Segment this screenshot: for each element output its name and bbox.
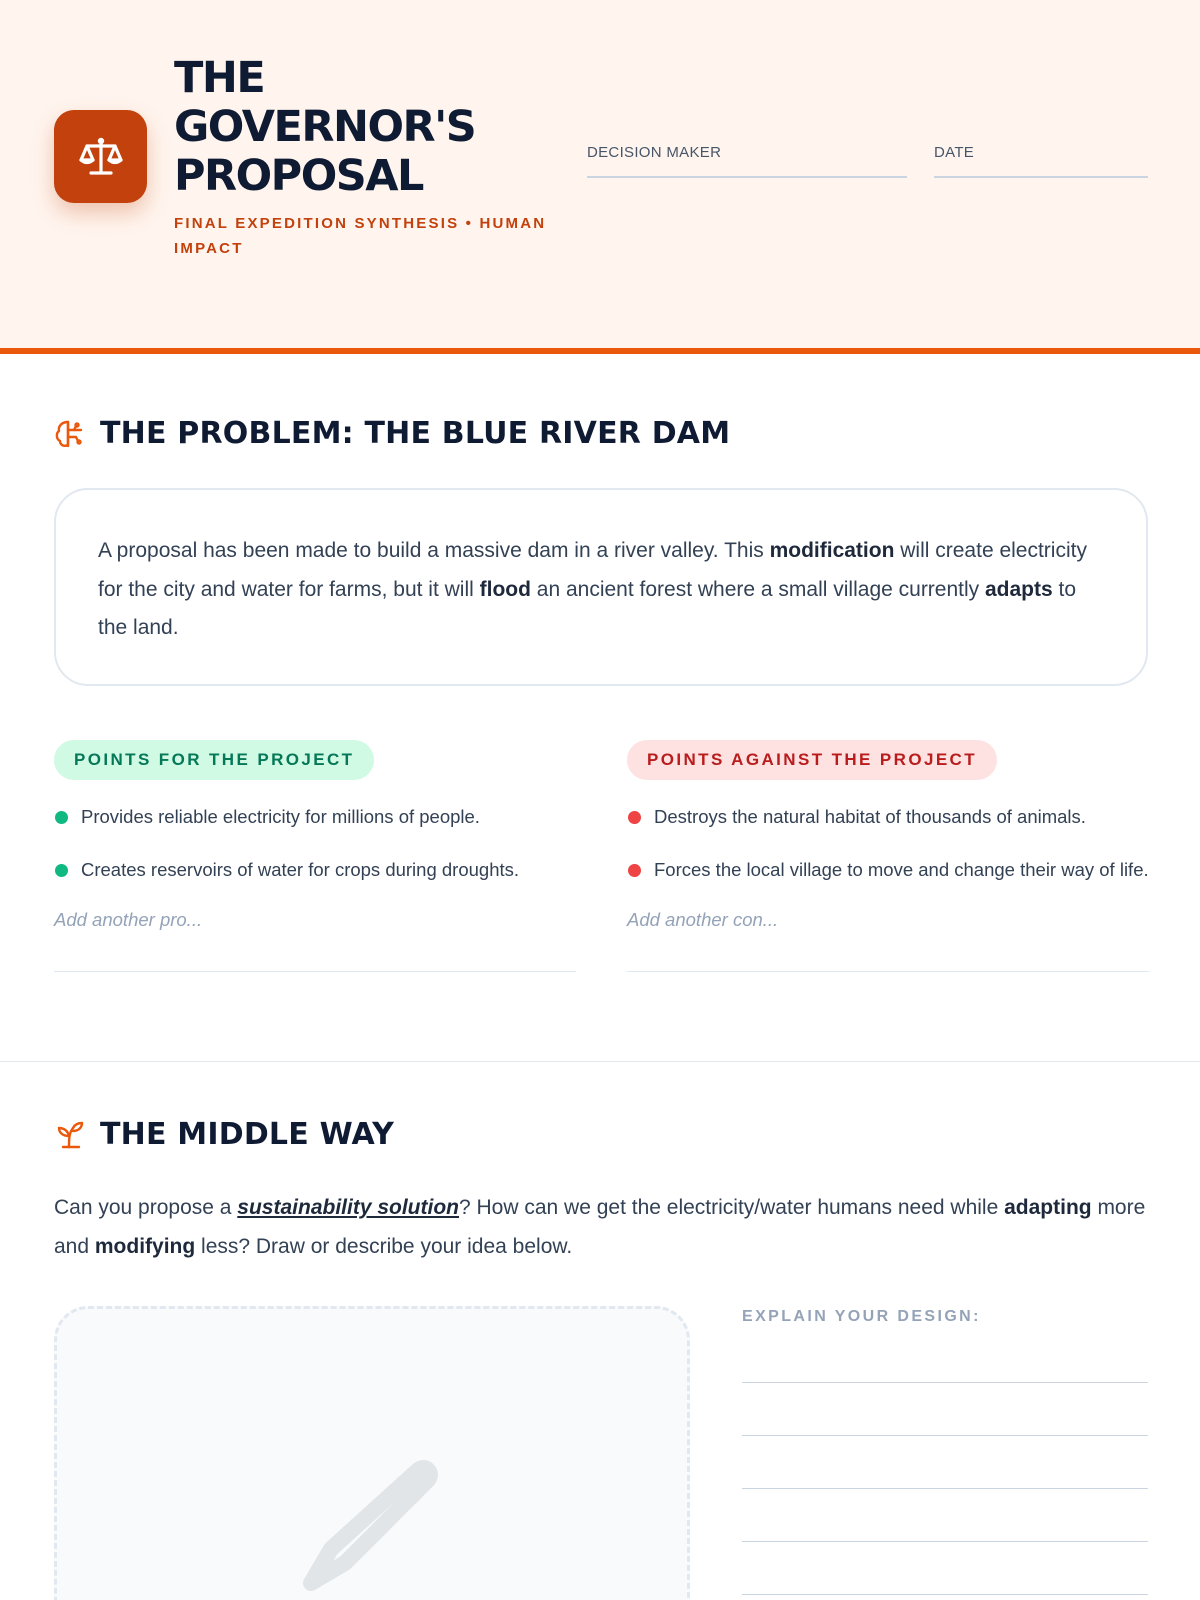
pros-list bbox=[54, 804, 576, 883]
decision-maker-field[interactable] bbox=[587, 144, 907, 178]
problem-section-heading bbox=[54, 416, 730, 451]
scales-icon bbox=[76, 132, 126, 182]
writing-line[interactable] bbox=[742, 1435, 1148, 1436]
decision-maker-label: DECISION MAKER bbox=[587, 144, 722, 161]
sprout-icon bbox=[54, 1119, 86, 1151]
pros-column bbox=[54, 740, 576, 972]
bullet-dot bbox=[628, 811, 641, 824]
problem-description-card bbox=[54, 488, 1148, 686]
writing-line[interactable] bbox=[742, 1488, 1148, 1489]
explain-design-label: EXPLAIN YOUR DESIGN: bbox=[742, 1308, 981, 1325]
middle-way-section-heading bbox=[54, 1117, 394, 1152]
cons-column bbox=[627, 740, 1149, 972]
bullet-dot bbox=[55, 864, 68, 877]
pro-item: Creates reservoirs of water for crops during droughts. bbox=[54, 857, 576, 883]
middle-way-prompt: Can you propose a sustainability solution? How can we get the electricity/water humans need while adapting more and modifying less? Draw or describe your idea below. bbox=[54, 1196, 1146, 1258]
con-item: Forces the local village to move and change their way of life. bbox=[627, 857, 1149, 883]
pencil-icon bbox=[297, 1447, 447, 1597]
bullet-dot bbox=[628, 864, 641, 877]
problem-description: A proposal has been made to build a massive dam in a river valley. This modification will create electricity for the city and water for farms, but it will flood an ancient forest where a small village currently adapts to the land. bbox=[98, 539, 1087, 639]
sketch-area[interactable] bbox=[54, 1306, 690, 1600]
page-subtitle: FINAL EXPEDITION SYNTHESIS • HUMAN IMPACT bbox=[174, 215, 547, 257]
add-pro-input[interactable]: Add another pro... bbox=[54, 909, 576, 972]
cons-badge: POINTS AGAINST THE PROJECT bbox=[627, 740, 997, 780]
writing-line[interactable] bbox=[742, 1382, 1148, 1383]
brain-leaf-icon bbox=[54, 418, 86, 450]
title-block bbox=[174, 54, 574, 261]
pros-badge: POINTS FOR THE PROJECT bbox=[54, 740, 374, 780]
problem-section-title: THE PROBLEM: THE BLUE RIVER DAM bbox=[100, 416, 731, 451]
date-label: DATE bbox=[934, 144, 975, 161]
date-field[interactable] bbox=[934, 144, 1148, 178]
cons-list bbox=[627, 804, 1149, 883]
writing-line[interactable] bbox=[742, 1594, 1148, 1595]
title-line: GOVERNOR'S bbox=[174, 102, 476, 152]
add-con-input[interactable]: Add another con... bbox=[627, 909, 1149, 972]
logo-tile bbox=[54, 110, 147, 203]
bullet-dot bbox=[55, 811, 68, 824]
title-line: THE bbox=[174, 53, 265, 103]
writing-line[interactable] bbox=[742, 1541, 1148, 1542]
page-title bbox=[174, 54, 574, 201]
section-divider bbox=[0, 1061, 1200, 1062]
title-line: PROPOSAL bbox=[174, 151, 423, 201]
con-item: Destroys the natural habitat of thousands of animals. bbox=[627, 804, 1149, 830]
worksheet-header bbox=[0, 0, 1200, 354]
middle-way-section-title: THE MIDDLE WAY bbox=[100, 1117, 394, 1152]
pro-item: Provides reliable electricity for millions of people. bbox=[54, 804, 576, 830]
